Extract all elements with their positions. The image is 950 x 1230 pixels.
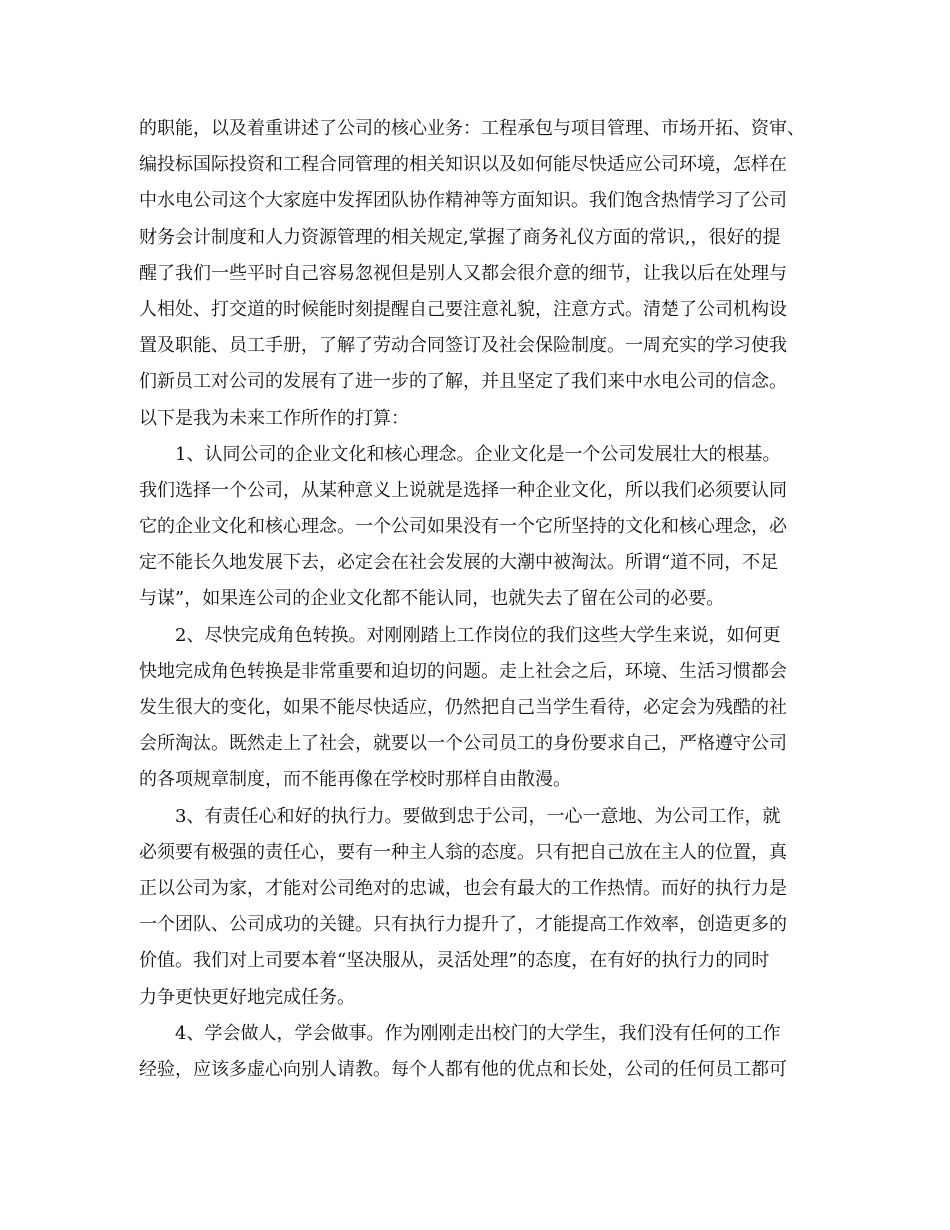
text-line: 会所淘汰。既然走上了社会，就要以一个公司员工的身份要求自己，严格遵守公司	[139, 733, 787, 755]
text-line: 以下是我为未来工作所作的打算：	[139, 407, 409, 429]
text-line: 发生很大的变化，如果不能尽快适应，仍然把自己当学生看待，必定会为残酷的社	[139, 697, 787, 718]
text-line: 们新员工对公司的发展有了进一步的了解，并且坚定了我们来中水电公司的信念。	[139, 371, 787, 393]
text-line: 置及职能、员工手册，了解了劳动合同签订及社会保险制度。一周充实的学习使我	[139, 335, 787, 357]
text-line: 的各项规章制度，而不能再像在学校时那样自由散漫。	[139, 769, 571, 791]
text-line: 一个团队、公司成功的关键。只有执行力提升了，才能提高工作效率，创造更多的	[139, 914, 787, 936]
text-line: 的职能，以及着重讲述了公司的核心业务：工程承包与项目管理、市场开拓、资审、	[139, 118, 805, 139]
text-line: 财务会计制度和人力资源管理的相关规定,掌握了商务礼仪方面的常识,，很好的提	[139, 226, 781, 248]
text-line: 编投标国际投资和工程合同管理的相关知识以及如何能尽快适应公司环境，怎样在	[139, 154, 787, 176]
text-line: 经验，应该多虚心向别人请教。每个人都有他的优点和长处，公司的任何员工都可	[139, 1058, 787, 1080]
text-line: 正以公司为家，才能对公司绝对的忠诚，也会有最大的工作热情。而好的执行力是	[139, 877, 787, 899]
text-line: 中水电公司这个大家庭中发挥团队协作精神等方面知识。我们饱含热情学习了公司	[139, 190, 787, 212]
text-line: 它的企业文化和核心理念。一个公司如果没有一个它所坚持的文化和核心理念，必	[139, 516, 787, 538]
document-body	[139, 111, 819, 1088]
paragraph-3-start: 3、有责任心和好的执行力。要做到忠于公司，一心一意地、为公司工作，就	[175, 805, 781, 827]
paragraph-2-start: 2、尽快完成角色转换。对刚刚踏上工作岗位的我们这些大学生来说，如何更	[175, 624, 781, 646]
text-line: 力争更快更好地完成任务。	[139, 986, 355, 1008]
text-line: 必须要有极强的责任心，要有一种主人翁的态度。只有把自己放在主人的位置，真	[139, 841, 787, 863]
text-line: 醒了我们一些平时自己容易忽视但是别人又都会很介意的细节，让我以后在处理与	[139, 262, 787, 284]
text-line: 定不能长久地发展下去，必定会在社会发展的大潮中被淘汰。所谓“道不同，不足	[139, 552, 779, 574]
text-line: 我们选择一个公司，从某种意义上说就是选择一种企业文化，所以我们必须要认同	[139, 479, 787, 501]
text-line: 价值。我们对上司要本着“坚决服从，灵活处理”的态度，在有好的执行力的同时	[139, 950, 770, 972]
paragraph-4-start: 4、学会做人，学会做事。作为刚刚走出校门的大学生，我们没有任何的工作	[175, 1022, 781, 1044]
text-line: 与谋”，如果连公司的企业文化都不能认同，也就失去了留在公司的必要。	[139, 588, 725, 610]
text-line: 快地完成角色转换是非常重要和迫切的问题。走上社会之后，环境、生活习惯都会	[139, 660, 787, 682]
text-line: 人相处、打交道的时候能时刻提醒自己要注意礼貌，注意方式。清楚了公司机构设	[139, 298, 787, 320]
paragraph-1-start: 1、认同公司的企业文化和核心理念。企业文化是一个公司发展壮大的根基。	[175, 443, 781, 465]
